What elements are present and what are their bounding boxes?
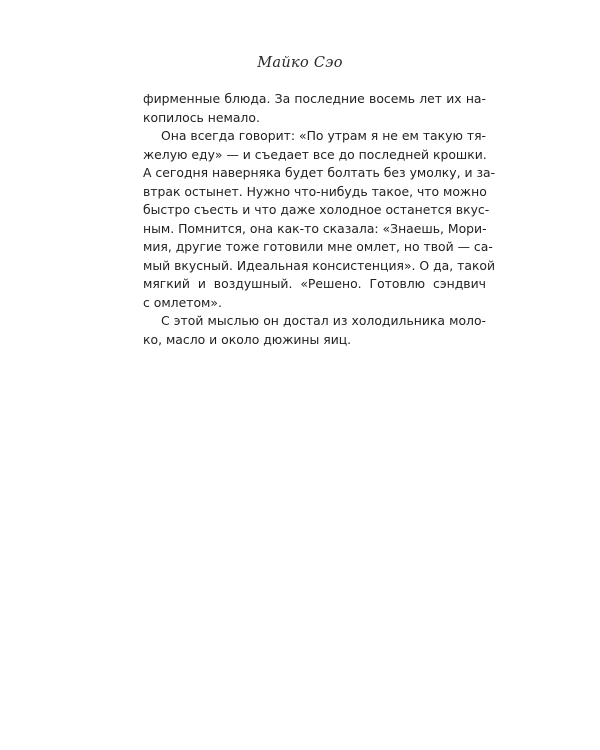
text-line: мия, другие тоже готовили мне омлет, но твой — са- [143,239,493,254]
text-line: ным. Помнится, она как-то сказала: «Знаешь, Мори- [143,220,487,236]
text-line: А сегодня наверняка будет болтать без умолку, и за- [143,165,496,180]
text-line: С этой мыслью он достал из холодильника моло- [161,313,486,328]
text-line: мягкий и воздушный. «Решено. Готовлю сэндвич [143,276,486,291]
text-line: втрак остынет. Нужно что-нибудь такое, что можно [143,183,487,199]
body-text [143,90,496,349]
text-line: мый вкусный. Идеальная консистенция». О да, такой [143,257,496,273]
text-line: быстро съесть и что даже холодное останется вкус- [143,202,490,217]
text-line: желую еду» — и съедает все до последней крошки. [143,146,487,162]
text-line: фирменные блюда. За последние восемь лет их на- [143,91,486,106]
text-line: ко, масло и около дюжины яиц. [143,331,352,347]
text-line: Она всегда говорит: «По утрам я не ем такую тя- [161,128,486,143]
text-line: копилось немало. [143,109,260,125]
running-head-author: Майко Сэо [257,55,343,71]
text-line: с омлетом». [143,294,222,310]
